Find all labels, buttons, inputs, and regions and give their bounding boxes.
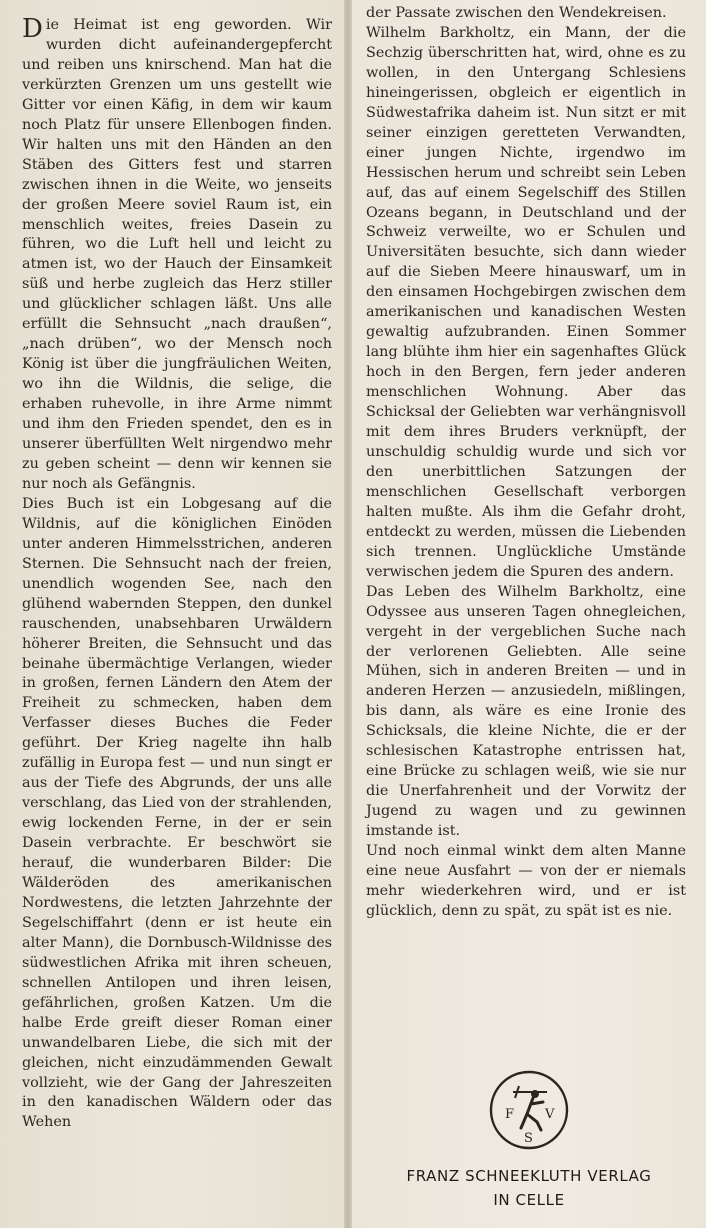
drop-cap: D xyxy=(22,14,43,44)
left-paragraph-1 xyxy=(22,16,332,495)
book-gutter xyxy=(344,0,352,1228)
left-paragraph-2: Dies Buch ist ein Lobgesang auf die Wildnis, auf die königlichen Einöden unter anderen Himmelsstrichen, anderen Sternen. Die Sehnsucht nach der freien, unendlich wogenden See, nach den glühend wabernden Steppen, den dunkel rauschenden, unabsehbaren Urwäldern höherer Breiten, die Sehnsucht und das beinahe übermächtige Verlangen, wieder in großen, fernen Ländern den Atem der Freiheit zu schmecken, haben dem Verfasser dieses Buches die Feder geführt. Der Krieg nagelte ihn halb zufällig in Europa fest — und nun singt er aus der Tiefe des Abgrunds, der uns alle verschlang, das Lied von der strahlenden, ewig lockenden Ferne, in der er sein Dasein verbrachte. Er beschwört sie herauf, die wunderbaren Bilder: Die Wälderöden des amerikanischen Nordwestens, die letzten Jahrzehnte der Segelschiffahrt (denn er ist heute ein alter Mann), die Dornbusch-Wildnisse des südwestlichen Afrika mit ihren scheuen, schnellen Antilopen und ihren leisen, gefährlichen, großen Katzen. Um die halbe Erde greift dieser Roman einer unwandelbaren Liebe, die sich mit der gleichen, nicht einzudämmenden Gewalt vollzieht, wie der Gang der Jahreszeiten in den kanadischen Wäldern oder das Wehen xyxy=(22,495,332,1131)
right-column xyxy=(352,0,706,1228)
publisher-name: FRANZ SCHNEEKLUTH VERLAG xyxy=(406,1167,652,1185)
logo-letter-v: V xyxy=(545,1107,555,1122)
publisher-city: IN CELLE xyxy=(493,1191,565,1209)
right-paragraph-4: Und noch einmal winkt dem alten Manne eine neue Ausfahrt — von der er niemals mehr wiederkehren wird, und er ist glücklich, denn zu spät, zu spät ist es nie. xyxy=(366,843,686,919)
left-paragraph-1-text: ie Heimat ist eng geworden. Wir wurden dicht aufeinandergepfercht und reiben uns knirschend. Man hat die verkürzten Grenzen um uns gestellt wie Gitter vor einen Käfig, in dem wir kaum noch Platz für unsere Ellenbogen finden. Wir halten uns mit den Händen an den Stäben des Gitters fest und starren zwischen ihnen in die Weite, wo jenseits der großen Meere soviel Raum ist, ein menschlich weites, freies Dasein zu führen, wo die Luft hell und leicht zu atmen ist, wo der Hauch der Einsamkeit süß und herbe zugleich das Herz stiller und glücklicher schlagen läßt. Uns alle erfüllt die Sehnsucht „nach draußen“, „nach drüben“, wo der Mensch noch König ist über die jungfräulichen Weiten, wo ihn die Wildnis, die selige, die erhaben ruhevolle, in ihre Arme nimmt und ihm den Frieden spendet, den es in unserer überfüllten Welt nirgendwo mehr zu geben scheint — denn wir kennen sie nur noch als Gefängnis. xyxy=(22,17,332,492)
left-column xyxy=(0,0,344,1228)
logo-letter-s: S xyxy=(524,1131,533,1146)
right-paragraph-1: der Passate zwischen den Wendekreisen. xyxy=(366,5,667,21)
logo-letter-f: F xyxy=(505,1107,515,1122)
right-paragraph-3: Das Leben des Wilhelm Barkholtz, eine Odyssee aus unseren Tagen ohnegleichen, vergeht in der vergeblichen Suche nach der verlorenen Geliebten. Alle seine Mühen, sich in anderen Breiten — und in anderen Herzen — anzusiedeln, mißlingen, bis dann, als wäre es eine Ironie des Schicksals, die kleine Nichte, die er der schlesischen Katastrophe entrissen hat, eine Brücke zu schlagen weiß, wie sie nur die Unerfahrenheit und der Vorwitz der Jugend zu wagen und zu gewinnen imstande ist. xyxy=(366,583,686,840)
publisher-block xyxy=(352,1068,706,1212)
publisher-logo xyxy=(487,1068,571,1152)
right-paragraph-2: Wilhelm Barkholtz, ein Mann, der die Sechzig überschritten hat, wird, ohne es zu wollen, in den Untergang Schlesiens hineingerissen, obgleich er eigentlich in Südwestafrika daheim ist. Nun sitzt er mit seiner einzigen geretteten Verwandten, einer jungen Nichte, irgendwo im Hessischen herum und schreibt sein Leben auf, das auf einem Segelschiff des Stillen Ozeans begann, in Deutschland und der Schweiz verweilte, wo er Schulen und Universitäten besuchte, sich dann wieder auf die Sieben Meere hinauswarf, um in den einsamen Hochgebirgen zwischen dem amerikanischen und kanadischen Westen gewaltig aufzubranden. Einen Sommer lang blühte ihm hier ein sagenhaftes Glück hoch in den Bergen, fern jeder anderen menschlichen Wohnung. Aber das Schicksal der Geliebten war verhängnisvoll mit dem ihres Bruders verknüpft, der unschuldig schuldig wurde und sich vor den unerbittlichen Satzungen der menschlichen Gesellschaft verborgen halten mußte. Als ihm die Gefahr droht, entdeckt zu werden, müssen die Liebenden sich trennen. Unglückliche Umstände verwischen jedem die Spuren des andern. xyxy=(366,24,686,580)
publisher-logo-icon xyxy=(487,1068,571,1152)
